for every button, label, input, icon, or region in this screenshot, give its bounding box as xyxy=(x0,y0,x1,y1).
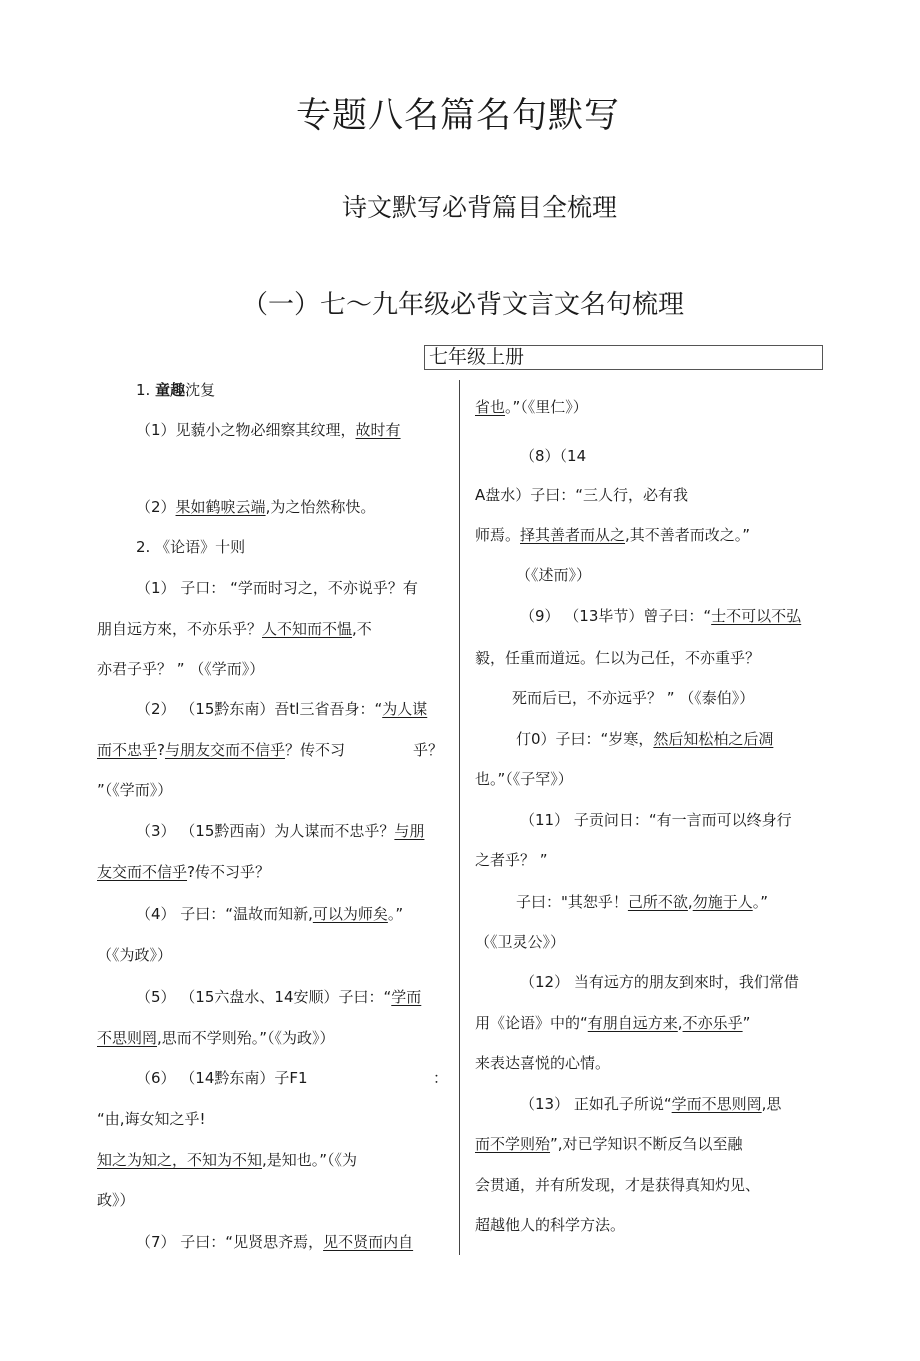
text-line xyxy=(97,862,270,882)
line-text: 。” xyxy=(387,905,404,923)
text-line xyxy=(136,1232,413,1252)
text-line: 会贯通，并有所发现，才是获得真知灼见、 xyxy=(475,1176,761,1194)
answer-underline: 故时有 xyxy=(355,421,401,439)
line-text: ” xyxy=(742,1014,751,1032)
text-line: A盘水）子曰：“三人行，必有我 xyxy=(475,486,689,504)
line-text: ?传不习乎？ xyxy=(187,863,270,881)
text-line: “由,诲女知之乎! xyxy=(97,1110,206,1128)
text-line: 毅，任重而道远。仁以为己任，不亦重乎？ xyxy=(475,649,761,667)
text-line xyxy=(516,892,768,912)
line-text: （2） xyxy=(136,498,176,516)
line-text: 子曰："其恕乎！ xyxy=(516,893,628,911)
text-line: 政》） xyxy=(97,1191,135,1209)
line-text: （13） 正如孔子所说“ xyxy=(520,1095,672,1113)
answer-underline: 己所不欲 xyxy=(627,893,688,911)
text-line: ”（《学而》） xyxy=(97,781,173,799)
line-text: , xyxy=(687,893,693,911)
section-title: （一）七～九年级必背文言文名句梳理 xyxy=(242,290,685,320)
line-text: ,思 xyxy=(761,1095,782,1113)
line-text: 朋自远方來，不亦乐乎？ xyxy=(97,620,263,638)
text-line xyxy=(475,1013,750,1033)
text-line xyxy=(520,1094,781,1114)
item-2-heading: 2. 《论语》十则 xyxy=(136,538,246,556)
line-text: 。”（《里仁》） xyxy=(505,398,588,416)
line-text: （9） （13毕节）曾子曰：“ xyxy=(520,607,712,625)
text-line xyxy=(97,740,345,760)
text-line-right: ： xyxy=(433,1069,449,1087)
answer-underline: 勿施于人 xyxy=(692,893,753,911)
text-line: （《卫灵公》） xyxy=(475,933,566,951)
item-author: 沈复 xyxy=(185,381,216,399)
line-text: 。” xyxy=(752,893,768,911)
text-line: （《为政》） xyxy=(97,946,173,964)
text-line xyxy=(136,904,403,924)
answer-underline: 知之为知之，不知为不知 xyxy=(97,1151,263,1169)
answer-underline: 不思则罔 xyxy=(97,1029,158,1047)
line-text: ,是知也。”（《为 xyxy=(262,1151,358,1169)
line-text: （4） 子曰：“温故而知新, xyxy=(136,905,313,923)
text-line: （8）（14 xyxy=(520,447,587,465)
text-line: （1） 子口： “学而时习之，不亦说乎？有 xyxy=(136,579,418,597)
answer-underline: 然后知松柏之后凋 xyxy=(653,730,774,748)
text-line: （11） 子贡问日：“有一言而可以终身行 xyxy=(520,811,792,829)
item-title-bold: 童趣 xyxy=(155,381,186,399)
answer-underline: 而不忠乎 xyxy=(97,741,158,759)
answer-underline: 学而 xyxy=(391,988,422,1006)
text-line: （《述而》） xyxy=(516,566,592,584)
line-text: ”,对已学知识不断反刍以至融 xyxy=(550,1135,743,1153)
text-line xyxy=(97,1150,357,1170)
answer-underline: 省也 xyxy=(475,398,506,416)
text-line xyxy=(475,525,750,545)
grade-label: 七年级上册 xyxy=(429,346,525,368)
item-number: 1. xyxy=(136,381,151,399)
page-subtitle: 诗文默写必背篇目全梳理 xyxy=(342,193,618,222)
text-line xyxy=(97,1028,335,1048)
text-line: 来表达喜悦的心情。 xyxy=(475,1054,611,1072)
text-line: （6） （14黔东南）子F1 xyxy=(136,1069,308,1087)
text-line xyxy=(136,420,401,440)
answer-underline: 士不可以不弘 xyxy=(711,607,802,625)
answer-underline: 而不学则殆 xyxy=(475,1135,551,1153)
grade-label-box xyxy=(424,345,823,370)
line-text: ？传不习 xyxy=(285,741,346,759)
text-line: 死而后已，不亦远乎？ ” （《泰伯》） xyxy=(512,689,755,707)
answer-underline: 择其善者而从之 xyxy=(520,526,626,544)
line-text: 用《论语》中的“ xyxy=(475,1014,588,1032)
answer-underline: 友交而不信乎 xyxy=(97,863,188,881)
column-divider xyxy=(459,380,460,1255)
answer-underline: 有朋自远方来 xyxy=(587,1014,678,1032)
text-line: 超越他人的科学方法。 xyxy=(475,1216,626,1234)
line-text: ? xyxy=(157,741,165,759)
answer-underline: 不亦乐乎 xyxy=(682,1014,743,1032)
answer-underline: 可以为师矣 xyxy=(312,905,388,923)
line-text: （3） （15黔西南）为人谋而不忠乎？ xyxy=(136,822,395,840)
text-line xyxy=(516,729,773,749)
line-text: 师焉。 xyxy=(475,526,521,544)
line-text: ,不 xyxy=(352,620,372,638)
answer-underline: 学而不思则罔 xyxy=(671,1095,762,1113)
text-line xyxy=(136,987,421,1007)
answer-underline: 与朋 xyxy=(394,822,425,840)
line-text: （5） （15六盘水、14安顺）子曰：“ xyxy=(136,988,392,1006)
answer-underline: 人不知而不愠 xyxy=(262,620,353,638)
text-line: 也。”（《子罕》） xyxy=(475,770,573,788)
text-line xyxy=(475,397,588,417)
line-text: ,其不善者而改之。” xyxy=(625,526,751,544)
line-text: （1）见藐小之物必细察其纹理， xyxy=(136,421,356,439)
item-1-heading xyxy=(136,380,215,400)
text-line: 亦君子乎？ ” （《学而》） xyxy=(97,660,265,678)
text-line xyxy=(97,619,372,639)
text-line xyxy=(136,497,375,517)
answer-underline: 为人谋 xyxy=(382,700,428,718)
line-text: ,思而不学则殆。”（《为政》） xyxy=(157,1029,335,1047)
text-line xyxy=(136,821,424,841)
text-line: 之者乎？ ” xyxy=(475,851,548,869)
text-line-right: 乎？ xyxy=(413,741,444,759)
line-text: , xyxy=(677,1014,683,1032)
line-text: 仃0）子曰：“岁寒， xyxy=(516,730,654,748)
line-text: ,为之怡然称快。 xyxy=(265,498,376,516)
text-line xyxy=(475,1134,743,1154)
text-line xyxy=(520,606,801,626)
answer-underline: 见不贤而内自 xyxy=(323,1233,414,1251)
text-line: （12） 当有远方的朋友到來时，我们常借 xyxy=(520,973,799,991)
line-text: （7） 子曰：“见贤思齐焉， xyxy=(136,1233,324,1251)
line-text: （2） （15黔东南）吾tl三省吾身：“ xyxy=(136,700,383,718)
answer-underline: 果如鹤唳云端 xyxy=(175,498,266,516)
answer-underline: 与朋友交而不信乎 xyxy=(164,741,285,759)
page-title: 专题八名篇名句默写 xyxy=(296,96,621,136)
text-line xyxy=(136,699,427,719)
